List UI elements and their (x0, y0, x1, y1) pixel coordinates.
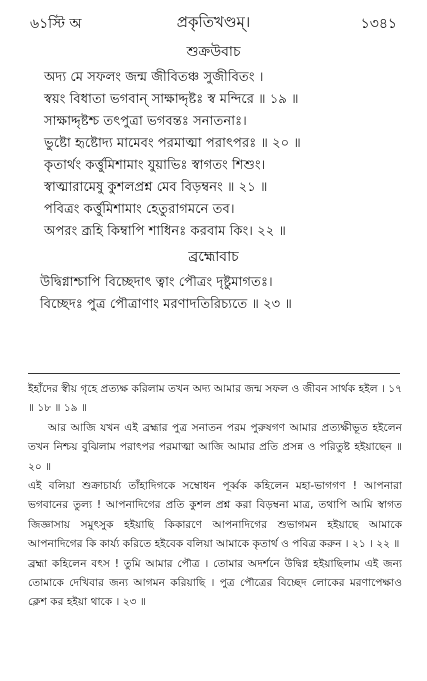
page-header (0, 8, 427, 34)
verse-line: পবিত্রং কর্ত্তুমিশামাং হেতুরাগমনে তব। (44, 202, 235, 217)
page-title: প্রকৃতিখণ্ডম্। (176, 13, 251, 31)
verse-line: বিচ্ছেদঃ পুত্র পৌত্রাণাং মরণাদতিরিচ্যতে ॥ ২৩ ॥ (40, 297, 292, 312)
bengali-translation (28, 380, 402, 613)
speaker-heading: ব্রহ্মোবাচ (188, 249, 239, 265)
prose-paragraph: ইহাঁদের স্বীয় গৃহে প্রত্যক্ষ করিলাম তখন অদ্য আমার জন্ম সফল ও জীবন সার্থক হইল । ১৭ ॥ ১৮ ॥ ১৯ ॥ (28, 383, 402, 415)
verse-line: সাক্ষাদ্দৃষ্টশ্চ তৎপুত্রা ভগবন্তঃ সনাতনাঃ। (44, 114, 247, 129)
speaker-heading: শুক্রউবাচ (186, 44, 241, 60)
page-number: ১৩৪১ (360, 16, 397, 32)
verse-line: স্বাত্মারামেষু কুশলপ্রশ্ন মেব বিড়ম্বনং ॥ ২১ ॥ (44, 180, 268, 195)
prose-paragraph: ব্রহ্মা কহিলেন বৎস ! তুমি আমার পৌত্র । তোমার অদর্শনে উদ্বিগ্ন হইয়াছিলাম এই জন্য তোমাকে দেখিবার জন্য আগমন করিয়াছি । পুত্র পৌত্রের বিচ্ছেদ লোকের মরণাপেক্ষাও ক্লেশ কর হইয়া থাকে । ২৩ ॥ (28, 557, 402, 609)
verse-line: কৃতার্থং কর্ত্তুমিশামাং যুয়াভিঃ স্বাগতং শিশুং। (44, 158, 266, 173)
verse-line: অদ্য মে সফলং জন্ম জীবিতঞ্চ সুজীবিতং । (44, 70, 264, 85)
header-left-mark: ৬১স্টি অ (30, 16, 82, 32)
verse-line: স্বয়ং বিধাতা ভগবান্ সাক্ষাদ্দৃষ্টঃ স্ব মন্দিরে ॥ ১৯ ॥ (44, 92, 299, 107)
verse-line: ভুষ্টো হৃষ্টোদ্য মামেবং পরমাত্মা পরাৎপরঃ ॥ ২০ ॥ (44, 136, 301, 151)
section-divider (28, 373, 400, 374)
verse-line: উদ্বিগ্নাশ্চাপি বিচ্ছেদাৎ ত্বাং পৌত্রং দৃষ্টুমাগতঃ। (40, 275, 273, 290)
prose-paragraph: এই বলিয়া শুক্রাচার্য্য তাঁহাদিগকে সম্বোধন পূর্ব্বক কহিলেন মহা-ভাগগণ ! আপনারা ভগবানের তুল্য ! আপনাদিগের প্রতি কুশল প্রশ্ন করা বিড়ম্বনা মাত্র, তথাপি আমি স্বাগত জিজ্ঞাসায় সমুৎসুক হইয়াছি কিকারণে আপনাদিগের শুভাগমন হইয়াছে আমাকে আপনাদিগের কি কার্য্য করিতে হইবেক বলিয়া আমাকে কৃতার্থ ও পবিত্র করুন । ২১ । ২২ ॥ (28, 480, 402, 551)
prose-paragraph: আর আজি যখন এই ব্রহ্মার পুত্র সনাতন পরম পুরুষগণ আমার প্রত্যক্ষীভূত হইলেন তখন নিশ্চয় বুঝিলাম পরাৎপর পরমাত্মা আজি আমার প্রতি প্রসন্ন ও পরিতুষ্ট হইয়াছেন ॥ ২০ ॥ (28, 421, 402, 473)
sanskrit-verses (0, 38, 427, 316)
verse-line: অপরং ব্রূহি কিম্বাপি শাধিনঃ করবাম কিং। ২২ ॥ (44, 224, 287, 239)
